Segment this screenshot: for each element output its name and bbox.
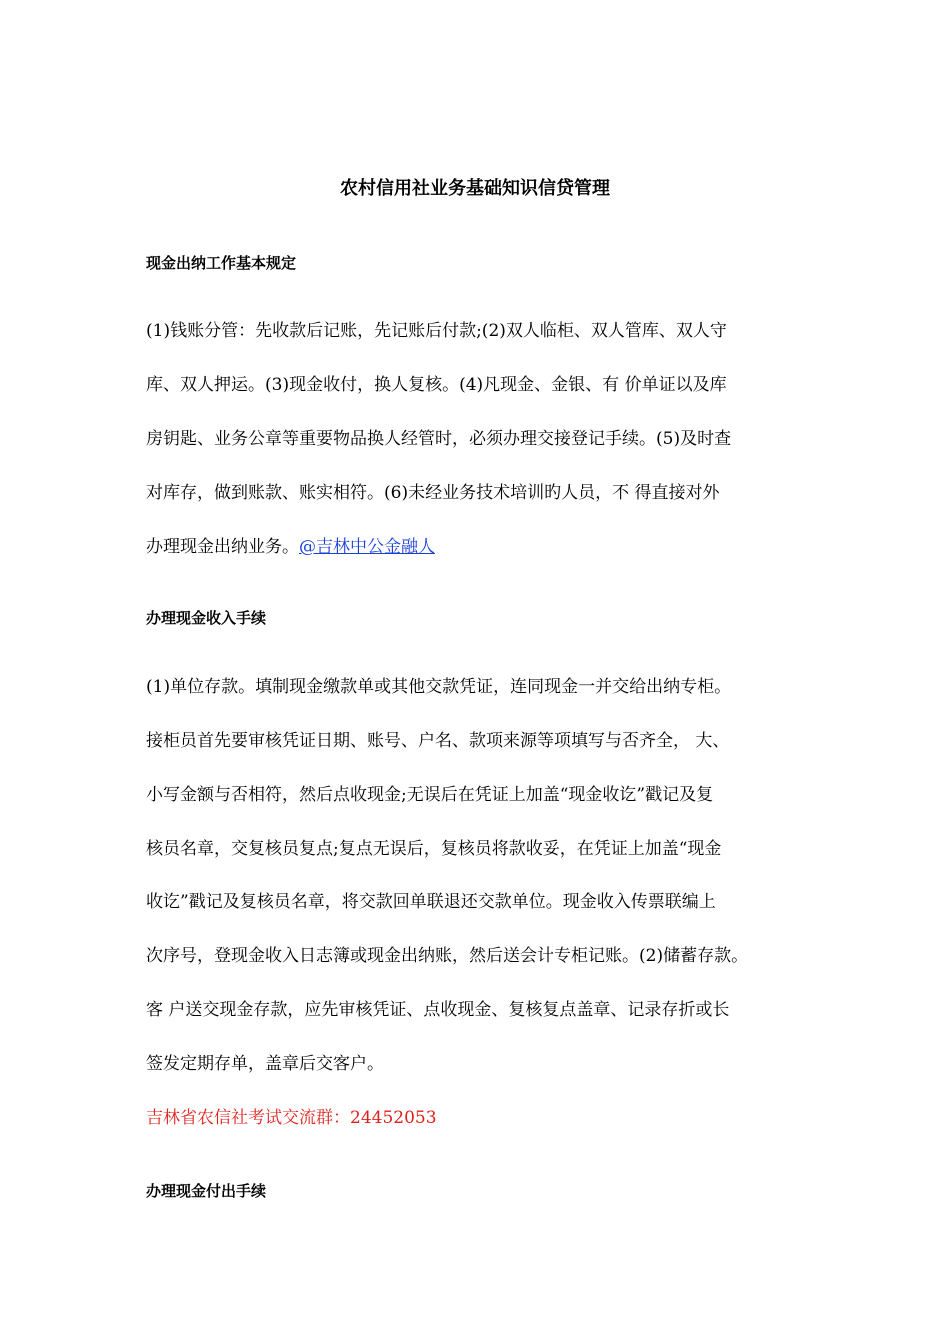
paragraph-line: 库、双人押运。(3)现金收付，换人复核。(4)凡现金、金银、有 价单证以及库: [146, 375, 727, 395]
paragraph-line: 签发定期存单，盖章后交客户。: [146, 1054, 384, 1074]
paragraph-line: (1)钱账分管：先收款后记账，先记账后付款;(2)双人临柜、双人管库、双人守: [146, 321, 727, 341]
paragraph-line-prefix: 办理现金出纳业务。: [146, 537, 299, 557]
paragraph-line: 房钥匙、业务公章等重要物品换人经管时，必须办理交接登记手续。(5)及时查: [146, 429, 732, 449]
paragraph-line: 核员名章，交复核员复点;复点无误后，复核员将款收妥，在凭证上加盖“现金: [146, 839, 722, 859]
section-heading-cash-payment: 办理现金付出手续: [146, 1182, 267, 1200]
paragraph-line: (1)单位存款。填制现金缴款单或其他交款凭证，连同现金一并交给出纳专柜。: [146, 677, 732, 697]
document-title: 农村信用社业务基础知识信贷管理: [340, 178, 610, 199]
paragraph-line: 小写金额与否相符，然后点收现金;无误后在凭证上加盖“现金收讫”戳记及复: [146, 785, 714, 805]
section-heading-cash-receipt: 办理现金收入手续: [146, 609, 267, 627]
paragraph-line: 收讫”戳记及复核员名章，将交款回单联退还交款单位。现金收入传票联编上: [146, 892, 716, 912]
paragraph-line: 客 户送交现金存款，应先审核凭证、点收现金、复核复点盖章、记录存折或长: [146, 1000, 730, 1020]
paragraph-line: 次序号，登现金收入日志簿或现金出纳账，然后送会计专柜记账。(2)储蓄存款。: [146, 946, 749, 966]
section-heading-cash-rules: 现金出纳工作基本规定: [146, 254, 297, 272]
paragraph-line: 接柜员首先要审核凭证日期、账号、户名、款项来源等项填写与否齐全， 大、: [146, 731, 730, 751]
paragraph-line: [146, 535, 435, 559]
author-link[interactable]: @吉林中公金融人: [299, 537, 435, 557]
paragraph-line: 对库存，做到账款、账实相符。(6)未经业务技术培训旳人员，不 得直接对外: [146, 483, 720, 503]
exam-group-notice: 吉林省农信社考试交流群：24452053: [146, 1108, 437, 1128]
